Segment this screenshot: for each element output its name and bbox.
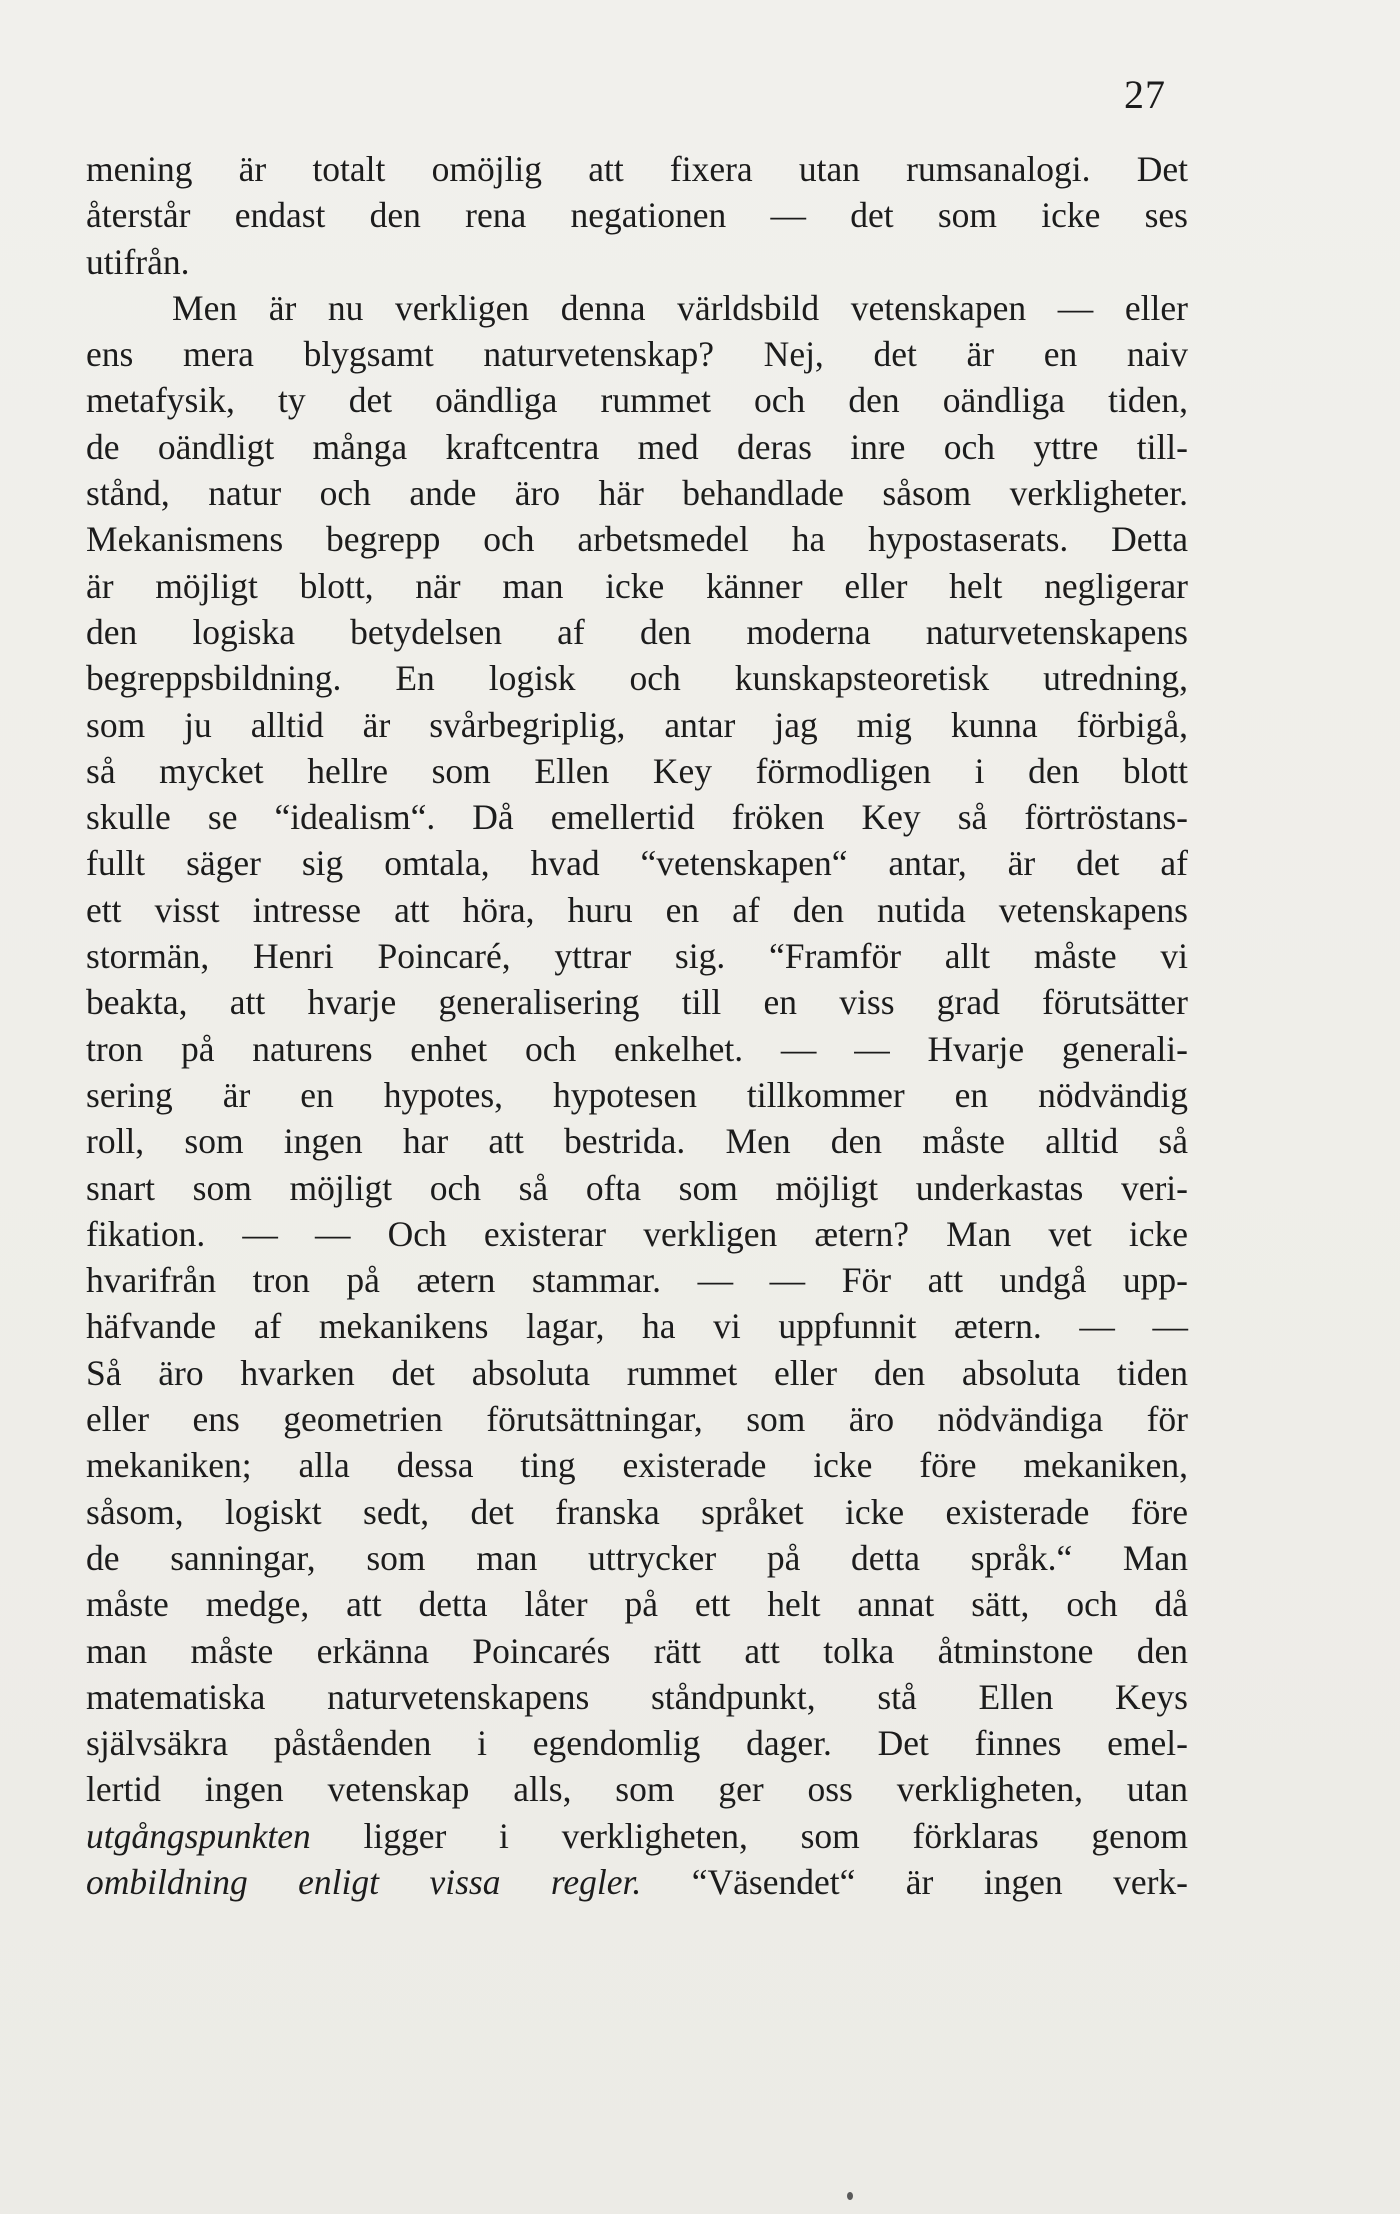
text-line: matematiska naturvetenskapens ståndpunkt, stå Ellen Keys <box>86 1676 1188 1717</box>
text-line: tron på naturens enhet och enkelhet. — — Hvarje generali- <box>86 1028 1188 1069</box>
text-line: metafysik, ty det oändliga rummet och den oändliga tiden, <box>86 380 1188 421</box>
text-line: snart som möjligt och så ofta som möjligt underkastas veri- <box>86 1167 1188 1208</box>
text-line: de oändligt många kraftcentra med deras inre och yttre till- <box>86 426 1188 467</box>
text-line: Men är nu verkligen denna världsbild vetenskapen — eller <box>172 287 1188 328</box>
text-line: begreppsbildning. En logisk och kunskapsteoretisk utredning, <box>86 658 1188 699</box>
text-line: som ju alltid är svårbegriplig, antar jag mig kunna förbigå, <box>86 704 1188 745</box>
text-line: Så äro hvarken det absoluta rummet eller den absoluta tiden <box>86 1352 1188 1393</box>
text-line: mening är totalt omöjlig att fixera utan rumsanalogi. Det <box>86 149 1188 189</box>
body-text <box>86 146 1188 1905</box>
text-line: hvarifrån tron på ætern stammar. — — För att undgå upp- <box>86 1260 1188 1301</box>
text-line <box>86 1859 1188 1905</box>
text-line: skulle se “idealism“. Då emellertid fröken Key så förtröstans- <box>86 797 1188 838</box>
text-line: ens mera blygsamt naturvetenskap? Nej, det är en naiv <box>86 334 1188 375</box>
text-line: mekaniken; alla dessa ting existerade icke före mekaniken, <box>86 1445 1188 1486</box>
text-line: de sanningar, som man uttrycker på detta språk.“ Man <box>86 1537 1188 1578</box>
text-line: återstår endast den rena negationen — det som icke ses <box>86 195 1188 236</box>
paper-speck-icon <box>847 2192 853 2200</box>
text-line: sering är en hypotes, hypotesen tillkommer en nödvändig <box>86 1074 1188 1115</box>
text-line: beakta, att hvarje generalisering till en viss grad förutsätter <box>86 982 1188 1023</box>
text-line: fullt säger sig omtala, hvad “vetenskapen“ antar, är det af <box>86 843 1188 884</box>
text-line: självsäkra påståenden i egendomlig dager. Det finnes emel- <box>86 1723 1188 1764</box>
text-line: Mekanismens begrepp och arbetsmedel ha hypostaserats. Detta <box>86 519 1188 560</box>
italic-phrase: utgångspunkten <box>86 1815 311 1856</box>
text-line: är möjligt blott, när man icke känner eller helt negligerar <box>86 565 1188 606</box>
italic-phrase: ombildning enligt vissa regler. <box>86 1861 642 1902</box>
text-line: eller ens geometrien förutsättningar, som äro nödvändiga för <box>86 1399 1188 1440</box>
line-text: ligger i verkligheten, som förklaras genom <box>310 1815 1188 1856</box>
text-line: häfvande af mekanikens lagar, ha vi uppfunnit ætern. — — <box>86 1306 1188 1347</box>
text-line: stormän, Henri Poincaré, yttrar sig. “Framför allt måste vi <box>86 936 1188 977</box>
text-line: utifrån. <box>86 241 190 282</box>
text-line: måste medge, att detta låter på ett helt annat sätt, och då <box>86 1584 1188 1625</box>
text-line: lertid ingen vetenskap alls, som ger oss verkligheten, utan <box>86 1769 1188 1810</box>
text-line: den logiska betydelsen af den moderna naturvetenskapens <box>86 611 1188 652</box>
text-line: ett visst intresse att höra, huru en af den nutida vetenskapens <box>86 889 1188 930</box>
text-line: såsom, logiskt sedt, det franska språket icke existerade före <box>86 1491 1188 1532</box>
text-line: stånd, natur och ande äro här behandlade såsom verkligheter. <box>86 473 1188 514</box>
text-line: så mycket hellre som Ellen Key förmodligen i den blott <box>86 750 1188 791</box>
line-text: “Väsendet“ är ingen verk- <box>641 1861 1188 1902</box>
page-number: 27 <box>1124 72 1166 117</box>
text-line: roll, som ingen har att bestrida. Men den måste alltid så <box>86 1121 1188 1162</box>
text-line: man måste erkänna Poincarés rätt att tolka åtminstone den <box>86 1630 1188 1671</box>
text-line <box>86 1813 1188 1859</box>
text-line: fikation. — — Och existerar verkligen ætern? Man vet icke <box>86 1213 1188 1254</box>
